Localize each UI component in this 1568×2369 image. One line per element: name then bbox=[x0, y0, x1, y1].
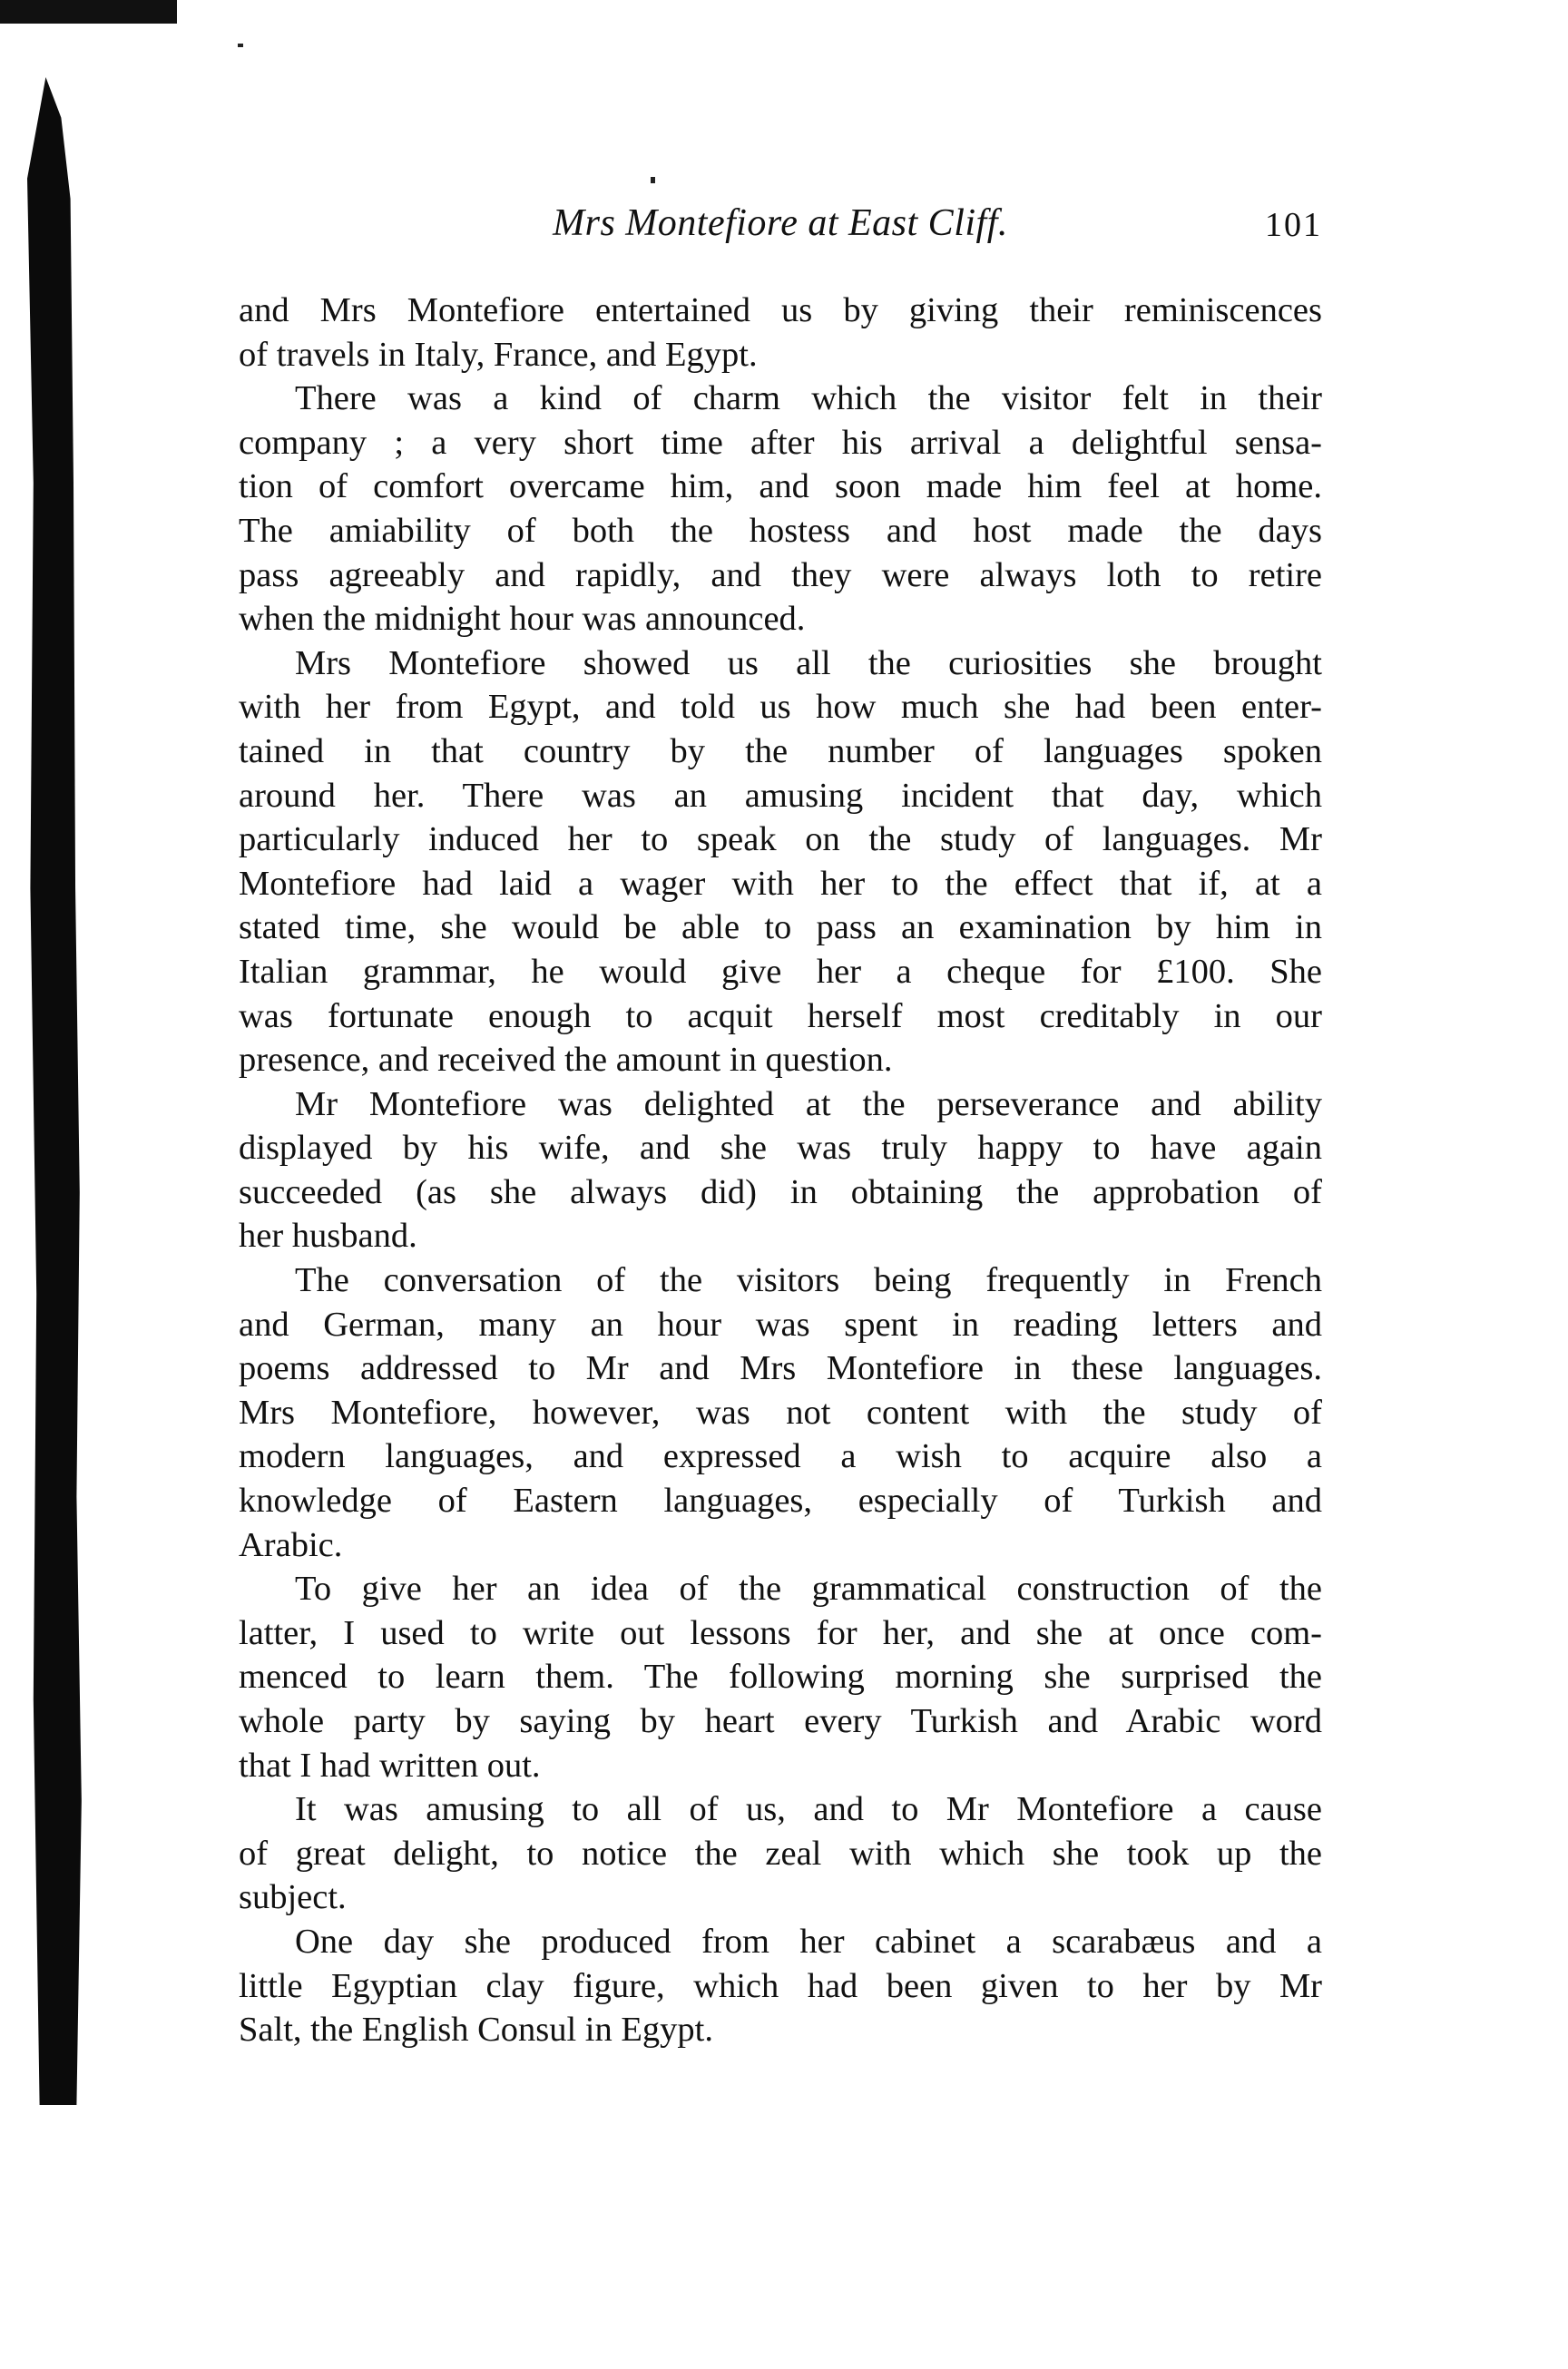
binding-shadow bbox=[27, 77, 89, 2105]
text-line: It was amusing to all of us, and to Mr Montefiore a cause bbox=[295, 1790, 1322, 1829]
text-line: company ; a very short time after his arrival a delightful sensa- bbox=[239, 423, 1322, 462]
text-line: Mrs Montefiore, however, was not content with the study of bbox=[239, 1393, 1322, 1432]
text-line: presence, and received the amount in question. bbox=[239, 1041, 893, 1080]
text-line: around her. There was an amusing incident that day, which bbox=[239, 776, 1322, 815]
text-line: was fortunate enough to acquit herself most creditably in our bbox=[239, 996, 1322, 1035]
page-number: 101 bbox=[1265, 206, 1322, 244]
text-line: little Egyptian clay figure, which had been given to her by Mr bbox=[239, 1966, 1322, 2005]
text-line: Arabic. bbox=[239, 1525, 343, 1564]
text-line: that I had written out. bbox=[239, 1746, 541, 1785]
text-line: menced to learn them. The following morning she surprised the bbox=[239, 1658, 1322, 1697]
text-line: with her from Egypt, and told us how much she had been enter- bbox=[239, 688, 1322, 727]
text-line: her husband. bbox=[239, 1217, 417, 1256]
text-line: To give her an idea of the grammatical construction of the bbox=[295, 1570, 1322, 1609]
scan-speck bbox=[238, 44, 243, 47]
text-line: tained in that country by the number of languages spoken bbox=[239, 731, 1322, 770]
text-line: modern languages, and expressed a wish to acquire also a bbox=[239, 1437, 1322, 1476]
text-line: There was a kind of charm which the visitor felt in their bbox=[295, 379, 1322, 418]
text-line: whole party by saying by heart every Turkish and Arabic word bbox=[239, 1702, 1322, 1740]
text-line: of travels in Italy, France, and Egypt. bbox=[239, 335, 758, 374]
text-line: and Mrs Montefiore entertained us by giving their reminiscences bbox=[239, 291, 1322, 329]
text-line: latter, I used to write out lessons for her, and she at once com- bbox=[239, 1613, 1322, 1652]
text-line: subject. bbox=[239, 1878, 347, 1917]
text-line: The conversation of the visitors being frequently in French bbox=[295, 1261, 1322, 1300]
text-line: pass agreeably and rapidly, and they were always loth to retire bbox=[239, 555, 1322, 594]
text-line: Salt, the English Consul in Egypt. bbox=[239, 2011, 713, 2050]
text-line: displayed by his wife, and she was truly happy to have again bbox=[239, 1129, 1322, 1168]
running-title: Mrs Montefiore at East Cliff. bbox=[553, 202, 1008, 244]
text-line: and German, many an hour was spent in reading letters and bbox=[239, 1305, 1322, 1344]
page-header bbox=[239, 201, 1322, 256]
body-text bbox=[239, 289, 1322, 2052]
text-line: particularly induced her to speak on the study of languages. Mr bbox=[239, 820, 1322, 859]
scan-speck bbox=[651, 177, 655, 183]
text-line: when the midnight hour was announced. bbox=[239, 600, 806, 639]
text-line: Mr Montefiore was delighted at the perseverance and ability bbox=[295, 1084, 1322, 1123]
text-line: knowledge of Eastern languages, especially of Turkish and bbox=[239, 1482, 1322, 1521]
text-line: poems addressed to Mr and Mrs Montefiore in these languages. bbox=[239, 1349, 1322, 1388]
text-line: Mrs Montefiore showed us all the curiosities she brought bbox=[295, 643, 1322, 682]
text-line: stated time, she would be able to pass an examination by him in bbox=[239, 908, 1322, 947]
text-line: tion of comfort overcame him, and soon made him feel at home. bbox=[239, 467, 1322, 506]
text-line: One day she produced from her cabinet a scarabæus and a bbox=[295, 1922, 1322, 1961]
text-line: succeeded (as she always did) in obtaining the approbation of bbox=[239, 1172, 1322, 1211]
text-line: The amiability of both the hostess and host made the days bbox=[239, 511, 1322, 550]
text-line: Montefiore had laid a wager with her to the effect that if, at a bbox=[239, 864, 1322, 903]
text-line: Italian grammar, he would give her a cheque for £100. She bbox=[239, 952, 1322, 991]
scan-corner-mark bbox=[0, 0, 177, 24]
text-line: of great delight, to notice the zeal with which she took up the bbox=[239, 1834, 1322, 1873]
